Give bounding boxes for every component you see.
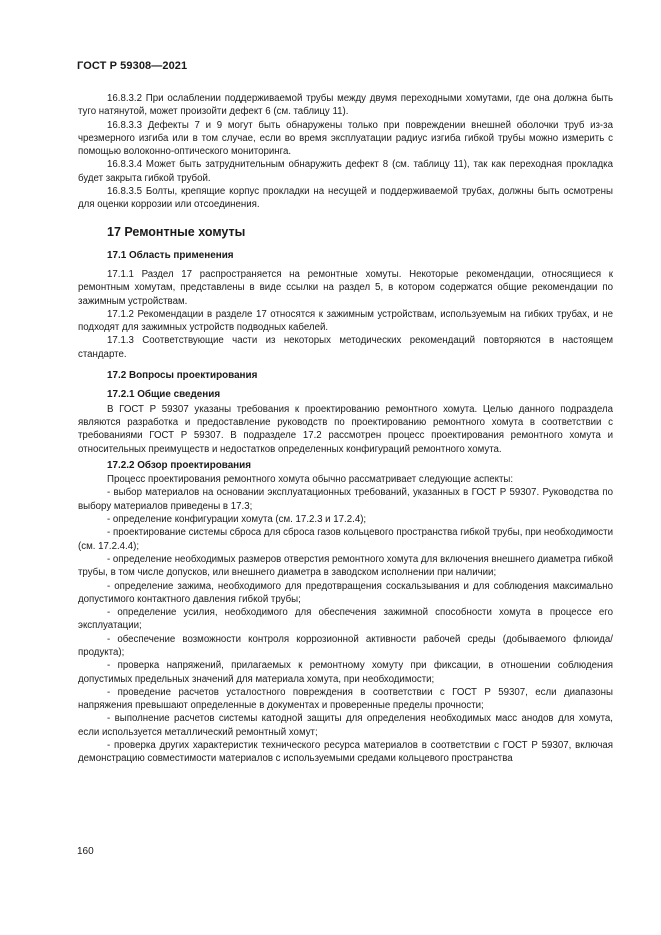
list-item: - определение усилия, необходимого для обеспечения зажимной способности хомута в процессе его эксплуатации; xyxy=(78,607,613,632)
list-item: - определение необходимых размеров отверстия ремонтного хомута для включения внешнего диаметра гибкой трубы, в том числе допусков, или внешнего диаметра в заводском исполнении при наличии; xyxy=(78,553,613,579)
paragraph-17-1-3: 17.1.3 Соответствующие части из некоторых методических рекомендаций повторяются в настоящем стандарте. xyxy=(78,335,613,360)
list-item: - выбор материалов на основании эксплуатационных требований, указанных в ГОСТ Р 59307. Руководства по выбору материалов приведены в 17.3; xyxy=(78,487,613,512)
document-body xyxy=(78,92,613,766)
heading-17-2: 17.2 Вопросы проектирования xyxy=(107,370,258,382)
list-item: - выполнение расчетов системы катодной защиты для определения необходимых масс анодов для хомута, если используется металлический ремонтный хомут; xyxy=(78,713,613,738)
paragraph-17-1-1: 17.1.1 Раздел 17 распространяется на ремонтные хомуты. Некоторые рекомендации, относящиеся к ремонтным хомутам, представлены в виде ссылки на раздел 5, в котором содержатся общие рекомендации по зажимным устройствам. xyxy=(78,268,613,307)
list-item: - проверка напряжений, прилагаемых к ремонтному хомуту при фиксации, в отношении соблюдения допустимых предельных значений для материала хомута, при необходимости; xyxy=(78,660,613,685)
list-item: - определение конфигурации хомута (см. 17.2.3 и 17.2.4); xyxy=(107,514,367,526)
heading-17-2-1: 17.2.1 Общие сведения xyxy=(107,389,221,401)
heading-section-17: 17 Ремонтные хомуты xyxy=(107,224,246,239)
list-item: - определение зажима, необходимого для предотвращения соскальзывания и для соблюдения максимально допустимого контактного давления гибкой трубы; xyxy=(78,580,613,605)
paragraph-17-1-2: 17.1.2 Рекомендации в разделе 17 относятся к зажимным устройствам, используемым на гибких трубах, и не подходят для зажимных устройств подводных кабелей. xyxy=(78,308,613,334)
paragraph-16-8-3-5: 16.8.3.5 Болты, крепящие корпус прокладки на несущей и поддерживаемой трубах, должны быть осмотрены для оценки коррозии или отсоединения. xyxy=(78,186,613,211)
paragraph-16-8-3-4: 16.8.3.4 Может быть затруднительным обнаружить дефект 8 (см. таблицу 11), так как переходная прокладка будет закрыта гибкой трубой. xyxy=(78,159,613,184)
page-number: 160 xyxy=(77,846,94,857)
paragraph-17-2-1: В ГОСТ Р 59307 указаны требования к проектированию ремонтного хомута. Целью данного подраздела являются разработка и предоставление руководств по проектированию ремонтного хомута в соответствии с требованиями ГОСТ Р 59307. В подразделе 17.2 рассмотрен процесс проектирования ремонтного хомута и относительных преимуществ и недостатков определенных конфигураций ремонтного хомута. xyxy=(78,403,613,455)
list-item: - обеспечение возможности контроля коррозионной активности рабочей среды (добываемого флюида/продукта); xyxy=(78,633,613,658)
list-item: - проведение расчетов усталостного повреждения в соответствии с ГОСТ Р 59307, если диапазоны напряжения превышают определенные в документах и проверенные пределы прочности; xyxy=(78,686,613,712)
paragraph-16-8-3-2: 16.8.3.2 При ослаблении поддерживаемой трубы между двумя переходными хомутами, где она должна быть туго натянутой, может произойти дефект 6 (см. таблицу 11). xyxy=(78,93,613,118)
list-item: - проектирование системы сброса для сброса газов кольцевого пространства гибкой трубы, при необходимости (см. 17.2.4.4); xyxy=(78,527,613,552)
heading-17-1: 17.1 Область применения xyxy=(107,249,234,261)
list-item: - проверка других характеристик технического ресурса материалов в соответствии с ГОСТ Р 59307, включая демонстрацию совместимости материалов с используемыми средами кольцевого пространства xyxy=(78,740,613,765)
heading-17-2-2: 17.2.2 Обзор проектирования xyxy=(107,459,251,471)
paragraph-16-8-3-3: 16.8.3.3 Дефекты 7 и 9 могут быть обнаружены только при повреждении внешней оболочки труб из-за чрезмерного изгиба или в том случае, если во время эксплуатации радиус изгиба гибкой трубы можно измерить с помощью волоконно-оптического мониторинга. xyxy=(78,119,613,158)
paragraph-17-2-2-intro: Процесс проектирования ремонтного хомута обычно рассматривает следующие аспекты: xyxy=(107,474,514,486)
document-header-code: ГОСТ Р 59308—2021 xyxy=(77,60,188,72)
